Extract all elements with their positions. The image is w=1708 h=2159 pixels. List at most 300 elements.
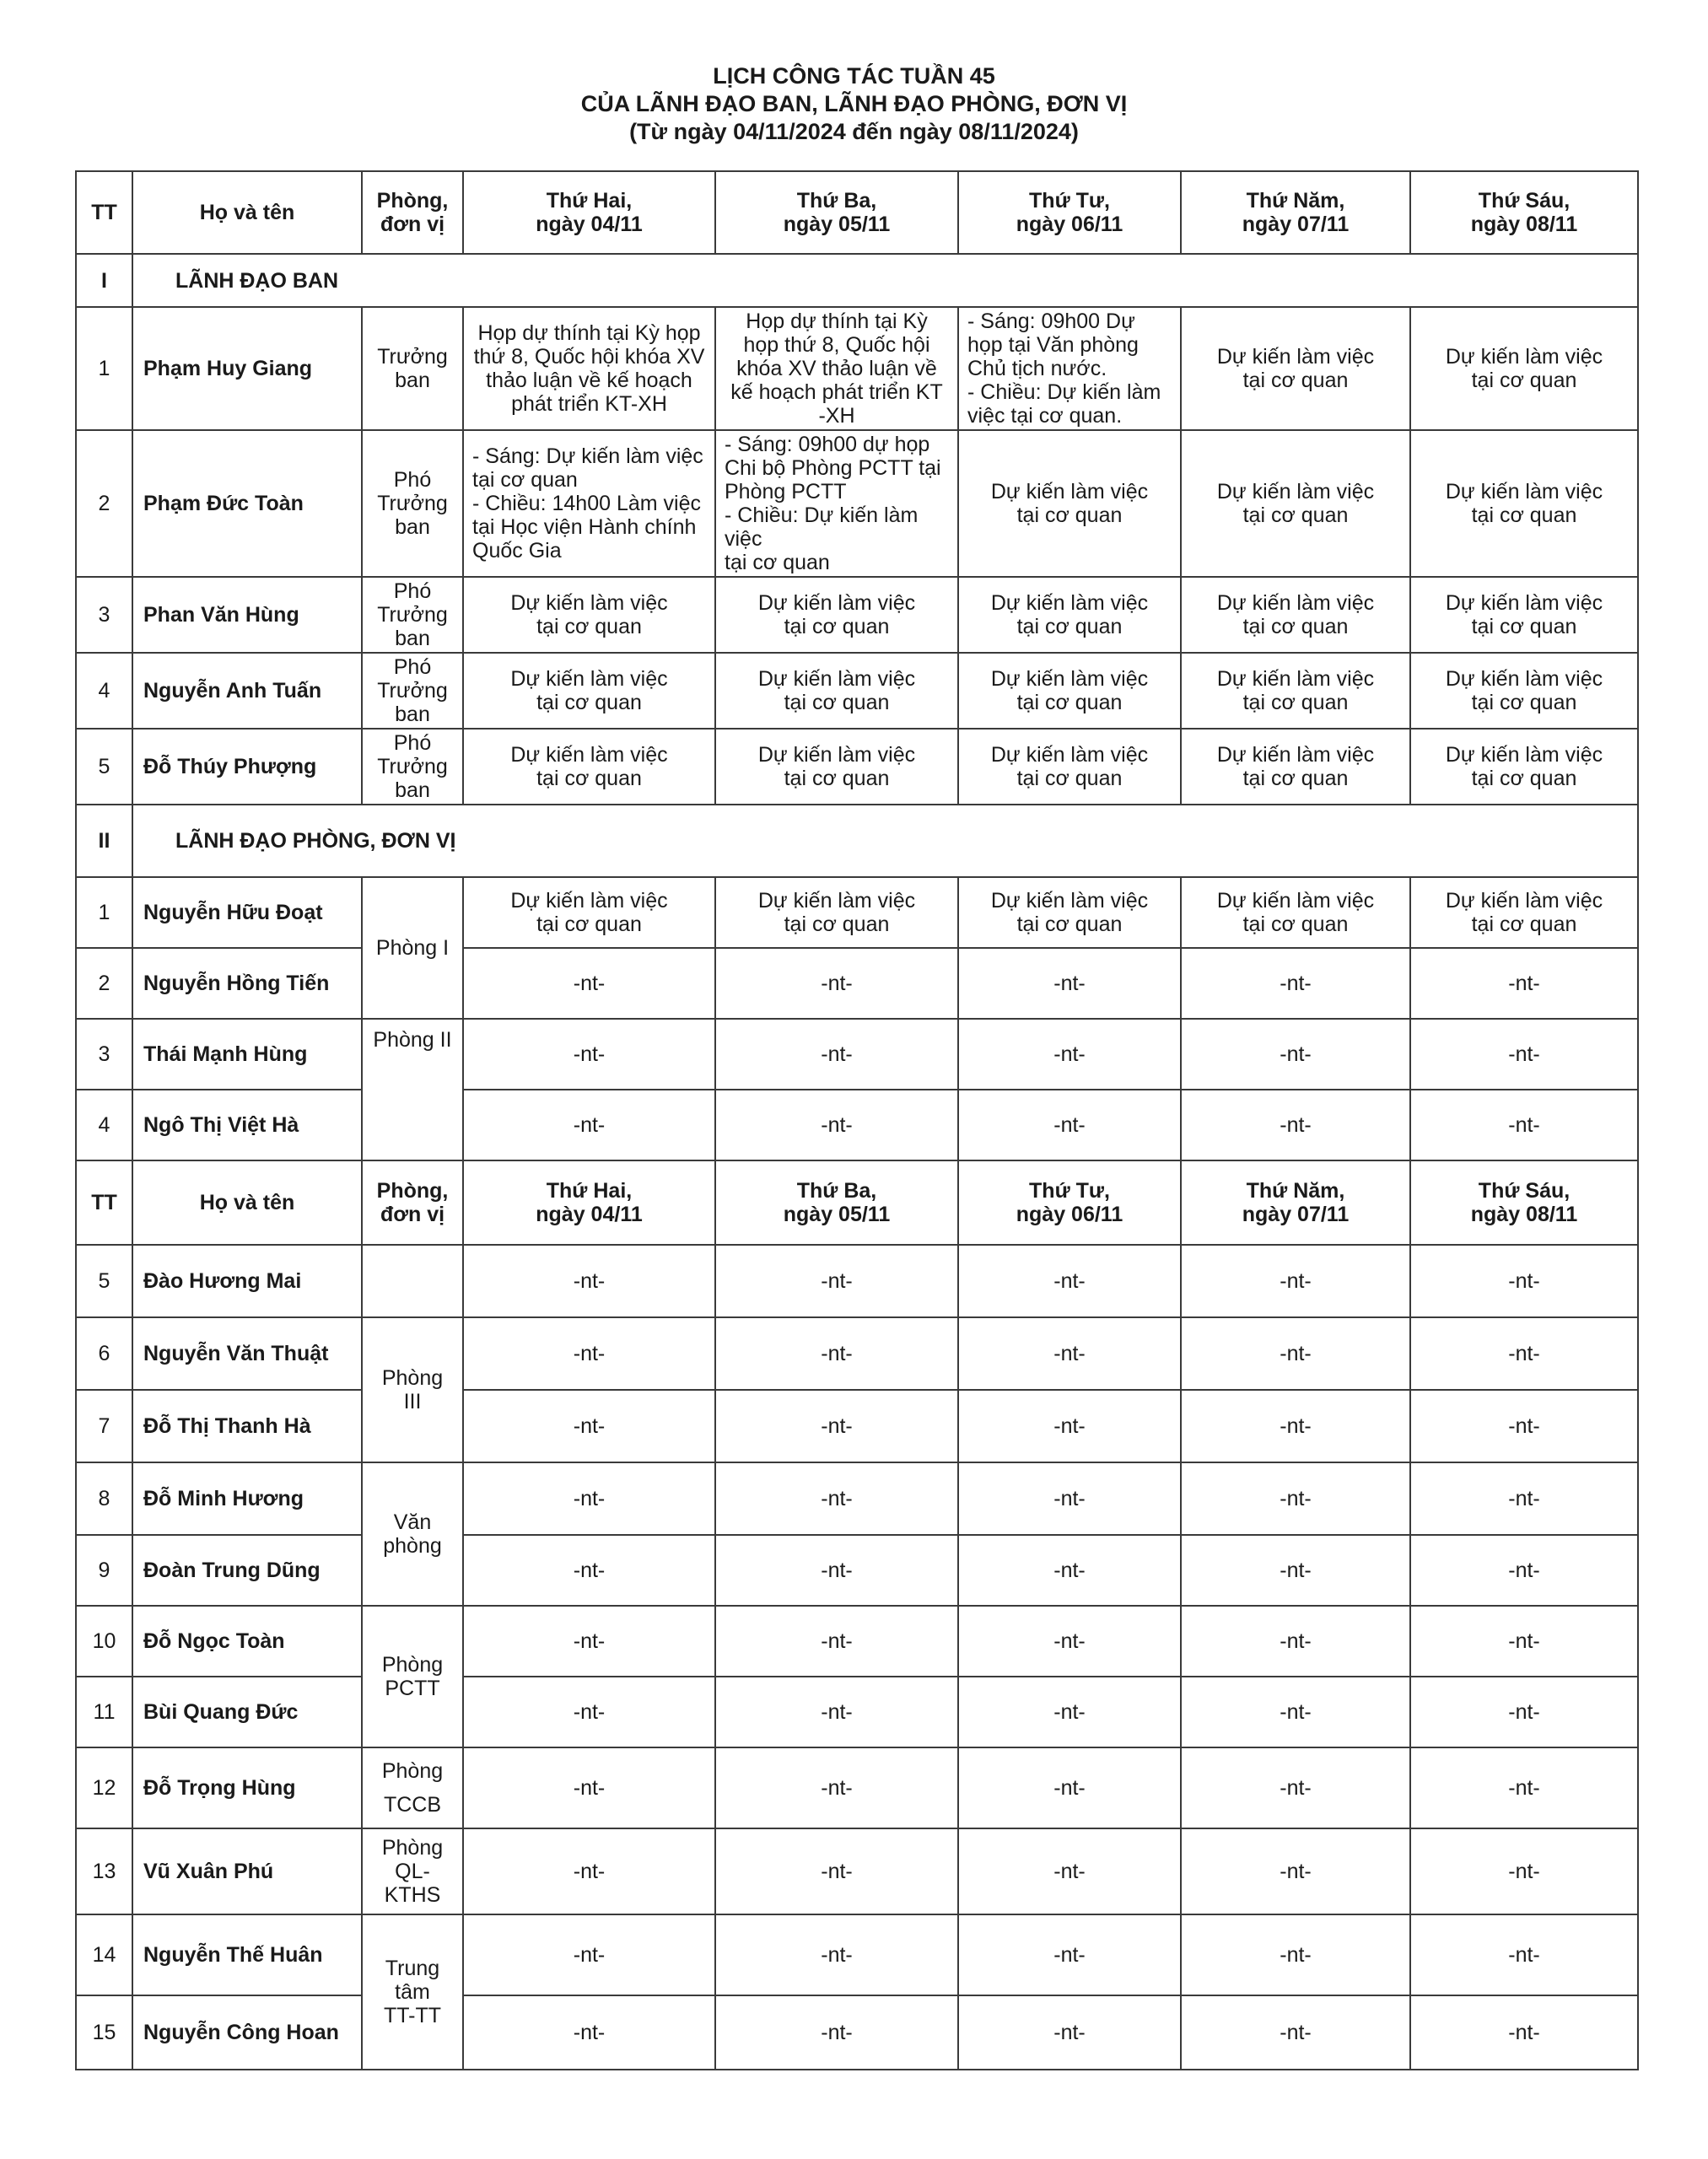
schedule-cell <box>958 307 1181 430</box>
row-number: 2 <box>76 430 132 577</box>
schedule-cell-nt: -nt- <box>463 1828 715 1914</box>
schedule-cell-nt: -nt- <box>715 1245 958 1317</box>
work-line-2: tại cơ quan <box>784 691 890 714</box>
schedule-cell-nt: -nt- <box>463 1914 715 1995</box>
unit-line: phòng <box>383 1534 442 1558</box>
header-unit-line: Phòng, <box>376 1179 449 1203</box>
unit-cell <box>362 1462 463 1606</box>
schedule-line: họp thứ 8, Quốc hội <box>743 333 930 357</box>
title-line-1: LỊCH CÔNG TÁC TUẦN 45 <box>713 63 995 89</box>
schedule-cell-nt: -nt- <box>1181 1828 1410 1914</box>
unit-line: TT-TT <box>383 2004 442 2027</box>
person-name: Nguyễn Hữu Đoạt <box>132 877 362 948</box>
work-line-1: Dự kiến làm việc <box>1445 345 1603 369</box>
work-line-2: tại cơ quan <box>536 767 642 790</box>
work-line-2: tại cơ quan <box>1242 503 1349 527</box>
schedule-cell <box>463 729 715 805</box>
schedule-cell <box>958 653 1181 729</box>
schedule-cell-nt: -nt- <box>958 1462 1181 1535</box>
header-tt: TT <box>76 1160 132 1245</box>
unit-line: ban <box>395 703 430 726</box>
schedule-cell <box>463 577 715 653</box>
unit-line: Phó <box>393 579 432 603</box>
schedule-cell <box>463 430 715 577</box>
table-row <box>76 1019 1638 1090</box>
schedule-cell <box>958 729 1181 805</box>
header-name: Họ và tên <box>132 1160 362 1245</box>
person-name: Đỗ Minh Hương <box>132 1462 362 1535</box>
work-line-2: tại cơ quan <box>1016 691 1123 714</box>
schedule-cell <box>1410 877 1638 948</box>
unit-line: ban <box>395 778 430 802</box>
schedule-cell <box>1181 653 1410 729</box>
schedule-cell-nt: -nt- <box>1181 1606 1410 1677</box>
schedule-cell-nt: -nt- <box>958 1390 1181 1462</box>
row-number: 6 <box>76 1317 132 1390</box>
header-day-date: ngày 08/11 <box>1470 213 1578 236</box>
unit-line: Trưởng <box>377 679 448 703</box>
work-line-2: tại cơ quan <box>1242 615 1349 638</box>
schedule-cell-nt: -nt- <box>958 1606 1181 1677</box>
schedule-cell <box>958 577 1181 653</box>
header-day <box>715 1160 958 1245</box>
schedule-cell-nt: -nt- <box>1410 948 1638 1019</box>
work-line-1: Dự kiến làm việc <box>510 889 668 913</box>
schedule-cell <box>1410 729 1638 805</box>
schedule-cell-nt: -nt- <box>715 1535 958 1606</box>
schedule-cell <box>958 877 1181 948</box>
schedule-cell <box>1181 430 1410 577</box>
header-day-date: ngày 08/11 <box>1470 1203 1578 1226</box>
unit-cell <box>362 1317 463 1462</box>
unit-line: Phó <box>393 655 432 679</box>
unit-line: Phòng I <box>375 936 450 960</box>
header-row <box>76 171 1638 254</box>
header-day-name: Thứ Hai, <box>546 1179 633 1203</box>
schedule-cell-nt: -nt- <box>463 1747 715 1828</box>
table-row <box>76 430 1638 577</box>
table-row <box>76 1535 1638 1606</box>
work-line-2: tại cơ quan <box>1016 503 1123 527</box>
schedule-cell-nt: -nt- <box>463 1677 715 1747</box>
schedule-cell-nt: -nt- <box>958 1535 1181 1606</box>
work-line-1: Dự kiến làm việc <box>1445 743 1603 767</box>
schedule-cell <box>715 729 958 805</box>
schedule-line: việc tại cơ quan. <box>967 404 1123 428</box>
work-line-1: Dự kiến làm việc <box>1445 889 1603 913</box>
work-line-2: tại cơ quan <box>784 767 890 790</box>
row-number: 11 <box>76 1677 132 1747</box>
schedule-cell-nt: -nt- <box>1181 1535 1410 1606</box>
work-line-2: tại cơ quan <box>784 913 890 936</box>
header-unit <box>362 1160 463 1245</box>
header-day-name: Thứ Ba, <box>796 1179 877 1203</box>
unit-cell <box>362 1828 463 1914</box>
schedule-line: Quốc Gia <box>472 539 562 563</box>
schedule-cell <box>715 653 958 729</box>
work-line-2: tại cơ quan <box>1242 369 1349 392</box>
schedule-cell-nt: -nt- <box>715 1317 958 1390</box>
schedule-cell <box>1410 430 1638 577</box>
schedule-cell <box>1181 729 1410 805</box>
person-name: Đỗ Trọng Hùng <box>132 1747 362 1828</box>
header-unit-line: Phòng, <box>376 189 449 213</box>
work-line-1: Dự kiến làm việc <box>510 667 668 691</box>
schedule-cell <box>1181 307 1410 430</box>
schedule-line: thảo luận về kế hoạch <box>486 369 692 392</box>
row-number: 12 <box>76 1747 132 1828</box>
schedule-line: - Sáng: 09h00 Dự <box>967 310 1135 333</box>
schedule-cell <box>1181 577 1410 653</box>
work-line-2: tại cơ quan <box>1471 369 1577 392</box>
schedule-cell-nt: -nt- <box>1181 1914 1410 1995</box>
unit-cell-empty <box>362 1245 463 1317</box>
unit-cell <box>362 653 463 729</box>
unit-line: Phó <box>393 731 432 755</box>
schedule-cell-nt: -nt- <box>715 1747 958 1828</box>
schedule-body <box>76 171 1638 2070</box>
unit-line: Phòng III <box>381 1366 444 1413</box>
row-number: 2 <box>76 948 132 1019</box>
schedule-cell-nt: -nt- <box>958 948 1181 1019</box>
row-number: 13 <box>76 1828 132 1914</box>
table-row <box>76 307 1638 430</box>
header-day-date: ngày 07/11 <box>1242 213 1350 236</box>
table-row <box>76 1747 1638 1828</box>
table-row <box>76 1677 1638 1747</box>
unit-cell <box>362 1747 463 1828</box>
row-number: 4 <box>76 653 132 729</box>
header-day-date: ngày 06/11 <box>1016 1203 1123 1226</box>
header-row <box>76 1160 1638 1245</box>
schedule-cell-nt: -nt- <box>958 1019 1181 1090</box>
schedule-line: phát triển KT-XH <box>511 392 667 416</box>
work-line-2: tại cơ quan <box>1471 913 1577 936</box>
work-line-1: Dự kiến làm việc <box>757 667 916 691</box>
row-number: 15 <box>76 1995 132 2070</box>
schedule-cell-nt: -nt- <box>715 948 958 1019</box>
table-row <box>76 1462 1638 1535</box>
work-line-1: Dự kiến làm việc <box>757 889 916 913</box>
header-day-name: Thứ Hai, <box>546 189 633 213</box>
header-day-date: ngày 04/11 <box>536 1203 643 1226</box>
table-row <box>76 1914 1638 1995</box>
table-row <box>76 1606 1638 1677</box>
schedule-cell <box>1410 307 1638 430</box>
work-line-1: Dự kiến làm việc <box>990 591 1149 615</box>
schedule-cell-nt: -nt- <box>463 1995 715 2070</box>
row-number: 1 <box>76 877 132 948</box>
work-line-2: tại cơ quan <box>1471 767 1577 790</box>
schedule-cell-nt: -nt- <box>1410 1677 1638 1747</box>
table-row <box>76 1995 1638 2070</box>
unit-line: QL- <box>395 1860 430 1883</box>
row-number: 1 <box>76 307 132 430</box>
unit-line: Phó <box>393 468 432 492</box>
work-line-1: Dự kiến làm việc <box>1216 480 1375 503</box>
schedule-cell-nt: -nt- <box>1410 1317 1638 1390</box>
unit-line: Phòng <box>381 1836 444 1860</box>
work-line-1: Dự kiến làm việc <box>990 480 1149 503</box>
row-number: 14 <box>76 1914 132 1995</box>
work-line-2: tại cơ quan <box>784 615 890 638</box>
schedule-cell-nt: -nt- <box>463 1390 715 1462</box>
row-number: 8 <box>76 1462 132 1535</box>
unit-cell <box>362 1606 463 1747</box>
work-line-1: Dự kiến làm việc <box>1216 743 1375 767</box>
work-line-1: Dự kiến làm việc <box>1445 667 1603 691</box>
document-title <box>0 62 1708 146</box>
schedule-cell-nt: -nt- <box>1181 1019 1410 1090</box>
person-name: Đỗ Thị Thanh Hà <box>132 1390 362 1462</box>
section-title: LÃNH ĐẠO PHÒNG, ĐƠN VỊ <box>132 805 1638 877</box>
title-line-3: (Từ ngày 04/11/2024 đến ngày 08/11/2024) <box>629 119 1079 144</box>
schedule-line: - Chiều: Dự kiến làm <box>725 503 919 527</box>
person-name: Nguyễn Văn Thuật <box>132 1317 362 1390</box>
table-row <box>76 1090 1638 1160</box>
unit-line: Trưởng <box>377 345 448 369</box>
unit-line: ban <box>395 627 430 650</box>
table-row <box>76 1390 1638 1462</box>
schedule-cell-nt: -nt- <box>715 1828 958 1914</box>
unit-line: ban <box>395 369 430 392</box>
schedule-line: Họp dự thính tại Kỳ họp <box>477 321 701 345</box>
schedule-cell-nt: -nt- <box>1410 1462 1638 1535</box>
schedule-cell-nt: -nt- <box>1410 1090 1638 1160</box>
schedule-cell-nt: -nt- <box>715 1914 958 1995</box>
schedule-cell-nt: -nt- <box>958 1677 1181 1747</box>
header-day <box>1181 1160 1410 1245</box>
section-number: II <box>76 805 132 877</box>
schedule-cell-nt: -nt- <box>1181 1090 1410 1160</box>
header-unit-line: đơn vị <box>380 213 445 236</box>
unit-cell <box>362 729 463 805</box>
work-line-2: tại cơ quan <box>1242 691 1349 714</box>
schedule-line: Phòng PCTT <box>725 480 847 503</box>
work-line-1: Dự kiến làm việc <box>510 591 668 615</box>
person-name: Đỗ Ngọc Toàn <box>132 1606 362 1677</box>
header-day <box>463 171 715 254</box>
header-day-date: ngày 05/11 <box>783 1203 891 1226</box>
person-name: Nguyễn Công Hoan <box>132 1995 362 2070</box>
row-number: 7 <box>76 1390 132 1462</box>
person-name: Nguyễn Thế Huân <box>132 1914 362 1995</box>
schedule-line: Họp dự thính tại Kỳ <box>746 310 928 333</box>
schedule-cell <box>715 877 958 948</box>
schedule-cell-nt: -nt- <box>1410 1995 1638 2070</box>
header-day-name: Thứ Sáu, <box>1478 189 1571 213</box>
schedule-cell <box>463 653 715 729</box>
unit-line: KTHS <box>384 1883 441 1907</box>
schedule-cell-nt: -nt- <box>1410 1914 1638 1995</box>
work-line-2: tại cơ quan <box>1242 767 1349 790</box>
header-day <box>958 1160 1181 1245</box>
table-row <box>76 577 1638 653</box>
schedule-cell-nt: -nt- <box>715 1462 958 1535</box>
schedule-line: - Chiều: Dự kiến làm <box>967 380 1161 404</box>
schedule-cell <box>1410 577 1638 653</box>
work-line-1: Dự kiến làm việc <box>1216 667 1375 691</box>
header-day <box>1410 171 1638 254</box>
unit-line: tâm <box>395 1980 430 2004</box>
row-number: 4 <box>76 1090 132 1160</box>
header-day-date: ngày 06/11 <box>1016 213 1123 236</box>
schedule-line: tại Học viện Hành chính <box>472 515 697 539</box>
schedule-line: tại cơ quan <box>725 551 830 574</box>
work-line-2: tại cơ quan <box>536 913 642 936</box>
header-day-name: Thứ Tư, <box>1029 1179 1110 1203</box>
schedule-cell-nt: -nt- <box>1410 1019 1638 1090</box>
work-line-2: tại cơ quan <box>1471 691 1577 714</box>
title-line-2: CỦA LÃNH ĐẠO BAN, LÃNH ĐẠO PHÒNG, ĐƠN VỊ <box>580 91 1128 116</box>
table-row <box>76 877 1638 948</box>
work-line-1: Dự kiến làm việc <box>1216 889 1375 913</box>
row-number: 3 <box>76 577 132 653</box>
schedule-cell-nt: -nt- <box>463 1606 715 1677</box>
schedule-cell-nt: -nt- <box>1410 1245 1638 1317</box>
work-line-2: tại cơ quan <box>1242 913 1349 936</box>
work-line-1: Dự kiến làm việc <box>757 591 916 615</box>
section-row <box>76 254 1638 307</box>
work-line-1: Dự kiến làm việc <box>1445 480 1603 503</box>
schedule-cell-nt: -nt- <box>463 948 715 1019</box>
header-tt: TT <box>76 171 132 254</box>
person-name: Nguyễn Hồng Tiến <box>132 948 362 1019</box>
header-day-date: ngày 05/11 <box>783 213 891 236</box>
schedule-cell-nt: -nt- <box>958 1245 1181 1317</box>
header-day <box>463 1160 715 1245</box>
schedule-cell-nt: -nt- <box>463 1245 715 1317</box>
header-unit-line: đơn vị <box>380 1203 445 1226</box>
work-line-1: Dự kiến làm việc <box>757 743 916 767</box>
table-row <box>76 1828 1638 1914</box>
schedule-cell-nt: -nt- <box>715 1995 958 2070</box>
schedule-line: thứ 8, Quốc hội khóa XV <box>473 345 705 369</box>
header-day <box>958 171 1181 254</box>
person-name: Phạm Đức Toàn <box>132 430 362 577</box>
schedule-line: Chủ tịch nước. <box>967 357 1107 380</box>
schedule-cell-nt: -nt- <box>715 1019 958 1090</box>
schedule-cell-nt: -nt- <box>715 1090 958 1160</box>
person-name: Ngô Thị Việt Hà <box>132 1090 362 1160</box>
schedule-cell-nt: -nt- <box>958 1747 1181 1828</box>
schedule-line: Chi bộ Phòng PCTT tại <box>725 456 941 480</box>
schedule-line: việc <box>725 527 762 551</box>
schedule-cell-nt: -nt- <box>463 1462 715 1535</box>
header-unit <box>362 171 463 254</box>
section-title: LÃNH ĐẠO BAN <box>132 254 1638 307</box>
unit-line: Trưởng <box>377 755 448 778</box>
unit-line: Phòng <box>381 1653 444 1677</box>
schedule-line: họp tại Văn phòng <box>967 333 1139 357</box>
schedule-cell-nt: -nt- <box>1181 1677 1410 1747</box>
schedule-cell-nt: -nt- <box>1181 1317 1410 1390</box>
unit-line: Phòng <box>381 1759 444 1783</box>
schedule-cell-nt: -nt- <box>958 1828 1181 1914</box>
schedule-cell-nt: -nt- <box>1181 1245 1410 1317</box>
unit-line: TCCB <box>383 1793 442 1817</box>
schedule-cell <box>463 307 715 430</box>
schedule-cell <box>463 877 715 948</box>
schedule-cell <box>958 430 1181 577</box>
work-line-2: tại cơ quan <box>1016 615 1123 638</box>
section-number: I <box>76 254 132 307</box>
schedule-line: kế hoạch phát triển KT <box>730 380 943 404</box>
schedule-cell <box>715 307 958 430</box>
header-day-name: Thứ Tư, <box>1029 189 1110 213</box>
work-line-2: tại cơ quan <box>536 615 642 638</box>
person-name: Phan Văn Hùng <box>132 577 362 653</box>
schedule-cell-nt: -nt- <box>1410 1390 1638 1462</box>
row-number: 5 <box>76 1245 132 1317</box>
schedule-cell-nt: -nt- <box>463 1019 715 1090</box>
unit-line: PCTT <box>385 1677 440 1700</box>
schedule-cell-nt: -nt- <box>1410 1828 1638 1914</box>
row-number: 5 <box>76 729 132 805</box>
table-row <box>76 948 1638 1019</box>
work-line-2: tại cơ quan <box>536 691 642 714</box>
header-day-name: Thứ Năm, <box>1246 189 1345 213</box>
person-name: Phạm Huy Giang <box>132 307 362 430</box>
schedule-cell-nt: -nt- <box>1410 1606 1638 1677</box>
schedule-cell-nt: -nt- <box>958 1995 1181 2070</box>
unit-line: ban <box>395 515 430 539</box>
unit-cell <box>362 577 463 653</box>
unit-line: Trưởng <box>377 492 448 515</box>
header-day <box>1181 171 1410 254</box>
header-name: Họ và tên <box>132 171 362 254</box>
person-name: Vũ Xuân Phú <box>132 1828 362 1914</box>
row-number: 9 <box>76 1535 132 1606</box>
work-line-2: tại cơ quan <box>1016 767 1123 790</box>
schedule-cell-nt: -nt- <box>1181 1462 1410 1535</box>
person-name: Đoàn Trung Dũng <box>132 1535 362 1606</box>
person-name: Đỗ Thúy Phượng <box>132 729 362 805</box>
table-row <box>76 1245 1638 1317</box>
row-number: 3 <box>76 1019 132 1090</box>
header-day-date: ngày 07/11 <box>1242 1203 1350 1226</box>
schedule-table <box>75 170 1639 2070</box>
schedule-cell-nt: -nt- <box>958 1090 1181 1160</box>
schedule-cell-nt: -nt- <box>463 1317 715 1390</box>
work-line-2: tại cơ quan <box>1471 503 1577 527</box>
schedule-cell-nt: -nt- <box>1410 1747 1638 1828</box>
work-line-1: Dự kiến làm việc <box>990 889 1149 913</box>
person-name: Nguyễn Anh Tuấn <box>132 653 362 729</box>
work-line-1: Dự kiến làm việc <box>1216 345 1375 369</box>
schedule-cell-nt: -nt- <box>1181 948 1410 1019</box>
table-row <box>76 1317 1638 1390</box>
work-line-1: Dự kiến làm việc <box>510 743 668 767</box>
work-line-2: tại cơ quan <box>1016 913 1123 936</box>
table-row <box>76 729 1638 805</box>
schedule-cell-nt: -nt- <box>1181 1995 1410 2070</box>
schedule-cell-nt: -nt- <box>715 1606 958 1677</box>
schedule-cell-nt: -nt- <box>715 1677 958 1747</box>
work-line-1: Dự kiến làm việc <box>990 667 1149 691</box>
schedule-line: -XH <box>818 404 855 428</box>
schedule-line: - Sáng: 09h00 dự họp <box>725 433 930 456</box>
row-number: 10 <box>76 1606 132 1677</box>
person-name: Thái Mạnh Hùng <box>132 1019 362 1090</box>
header-day <box>715 171 958 254</box>
schedule-cell-nt: -nt- <box>958 1914 1181 1995</box>
header-day-date: ngày 04/11 <box>536 213 643 236</box>
schedule-cell-nt: -nt- <box>715 1390 958 1462</box>
schedule-line: tại cơ quan <box>472 468 578 492</box>
unit-cell <box>362 1914 463 2070</box>
header-day-name: Thứ Ba, <box>796 189 877 213</box>
